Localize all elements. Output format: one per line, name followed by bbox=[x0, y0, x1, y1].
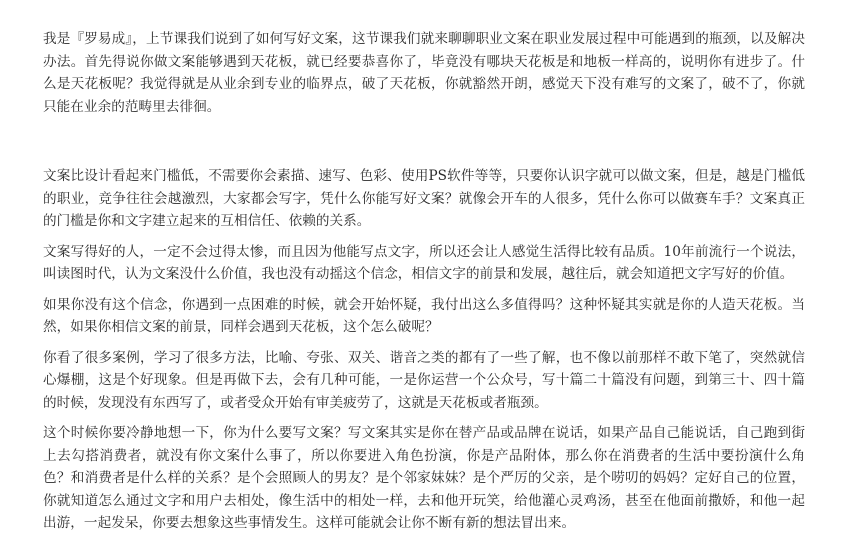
paragraph-threshold: 文案比设计看起来门槛低，不需要你会素描、速写、色彩、使用PS软件等等，只要你认识字就可以做文案，但是，越是门槛低的职业，竞争往往会越激烈，大家都会写字，凭什么你能写好文案？就像会开车的人很多，凭什么你可以做赛车手？文案真正的门槛是你和文字建立起来的互相信任、依赖的关系。 bbox=[43, 168, 805, 229]
paragraph-role-play: 这个时候你要冷静地想一下，你为什么要写文案？写文案其实是你在替产品或品牌在说话，如果产品自己能说话，自己跑到街上去勾搭消费者，就没有你文案什么事了，所以你要进入角色扮演，你是产品附体，那么你在消费者的生活中要扮演什么角色？和消费者是什么样的关系？是个会照顾人的男友？是个邻家妹妹？是个严厉的父亲，是个唠叨的妈妈？定好自己的位置，你就知道怎么通过文字和用户去相处，像生活中的相处一样，去和他开玩笑，给他灌心灵鸡汤，甚至在他面前撒娇，和他一起出游，一起发呆，你要去想象这些事情发生。这样可能就会让你不断有新的想法冒出来。 bbox=[43, 425, 805, 531]
paragraph-intro: 我是『罗易成』，上节课我们说到了如何写好文案，这节课我们就来聊聊职业文案在职业发展过程中可能遇到的瓶颈，以及解决办法。首先得说你做文案能够遇到天花板，就已经要恭喜你了，毕竟没有哪块天花板是和地板一样高的，说明你有进步了。什么是天花板呢？我觉得就是从业余到专业的临界点，破了天花板，你就豁然开朗，感觉天下没有难写的文案了，破不了，你就只能在业余的范畴里去徘徊。 bbox=[43, 31, 805, 115]
paragraph-value: 文案写得好的人，一定不会过得太惨，而且因为他能写点文字，所以还会让人感觉生活得比较有品质。10年前流行一个说法，叫读图时代，认为文案没什么价值，我也没有动摇这个信念，相信文字的前景和发展，越往后，就会知道把文字写好的价值。 bbox=[43, 243, 805, 282]
paragraph-belief: 如果你没有这个信念，你遇到一点困难的时候，就会开始怀疑，我付出这么多值得吗？这种怀疑其实就是你的人造天花板。当然，如果你相信文案的前景，同样会遇到天花板，这个怎么破呢？ bbox=[43, 296, 805, 335]
article-body bbox=[43, 28, 805, 535]
paragraph-bottleneck: 你看了很多案例，学习了很多方法，比喻、夸张、双关、谐音之类的都有了一些了解，也不像以前那样不敢下笔了，突然就信心爆棚，这是个好现象。但是再做下去，会有几种可能，一是你运营一个公众号，写十篇二十篇没有问题，到第三十、四十篇的时候，发现没有东西写了，或者受众开始有审美疲劳了，这就是天花板或者瓶颈。 bbox=[43, 349, 805, 411]
